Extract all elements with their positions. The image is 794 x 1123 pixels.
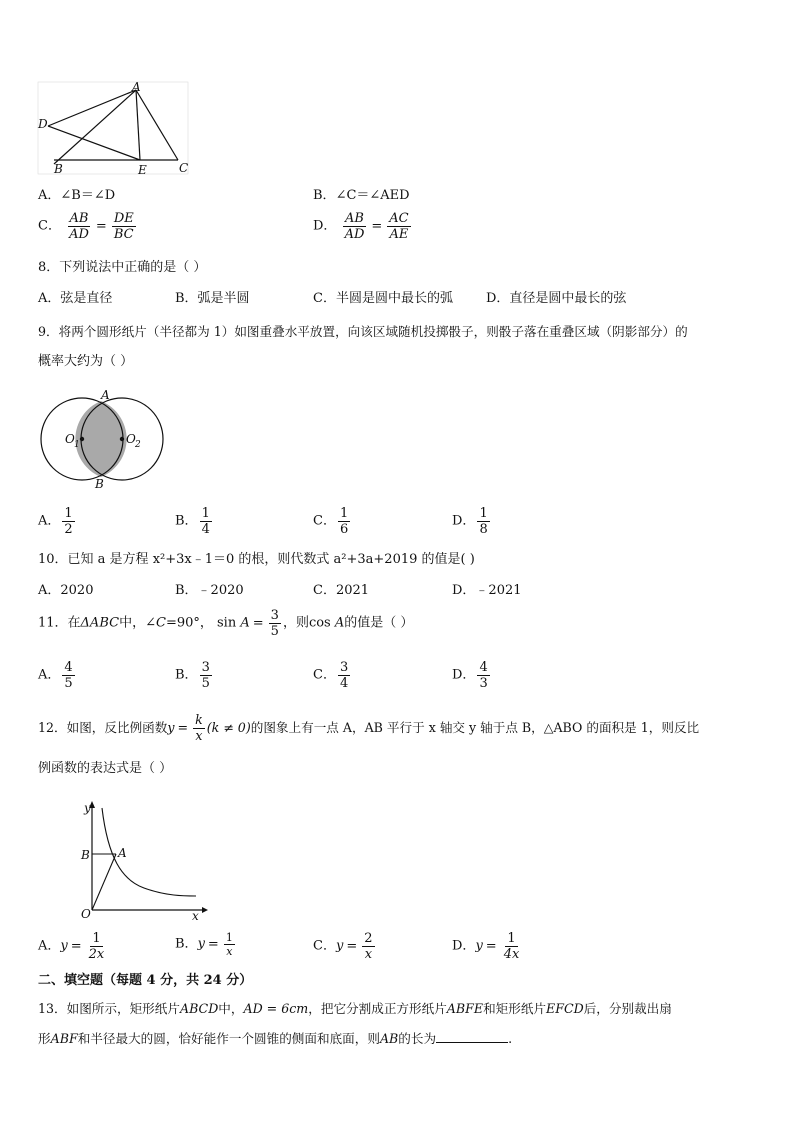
q10-option-a: A．2020 xyxy=(38,583,94,598)
point-label-d: D xyxy=(38,117,48,131)
point-label-b: B xyxy=(81,848,90,862)
fraction: $\frac{3}{5}$ xyxy=(270,608,279,639)
answer-blank[interactable] xyxy=(436,1030,508,1043)
fraction: $\frac{1}{4x}$ xyxy=(503,931,520,962)
q7-option-a: A．∠B＝∠D xyxy=(38,188,116,203)
q9-option-b: B． $\frac{1}{4}$ xyxy=(175,506,210,537)
point-label-e: E xyxy=(138,163,147,177)
q9-option-d: D． $\frac{1}{8}$ xyxy=(452,506,488,537)
q10-option-d: D．﹣2021 xyxy=(452,583,522,598)
fraction: $\frac{1}{8}$ xyxy=(479,506,488,537)
q11-option-d: D． $\frac{4}{3}$ xyxy=(452,660,488,691)
q11-option-a: A． $\frac{4}{5}$ xyxy=(38,660,73,691)
axis-label-x: x xyxy=(192,909,199,922)
fraction: $\frac{2}{x}$ xyxy=(364,931,373,962)
q9-option-c: C． $\frac{1}{6}$ xyxy=(313,506,349,537)
point-label-a: A xyxy=(101,388,110,402)
fraction: $\frac{3}{4}$ xyxy=(339,660,349,691)
q10-option-c: C．2021 xyxy=(313,583,370,598)
q13-stem-line1: 13．如图所示，矩形纸片ABCD中，AD = 6cm，把它分割成正方形纸片ABFE和矩形纸片EFCD后，分别裁出扇 xyxy=(38,1001,672,1016)
q12-option-d: D．y = $\frac{1}{4x}$ xyxy=(452,931,520,962)
q12-option-b: B．y = $\frac{1}{x}$ xyxy=(175,931,233,958)
point-label-a: A xyxy=(118,846,127,860)
q8-option-b: B．弧是半圆 xyxy=(175,291,250,306)
q10-option-b: B．﹣2020 xyxy=(175,583,244,598)
q13-stem-line2: 形ABF和半径最大的圆，恰好能作一个圆锥的侧面和底面，则AB的长为 . xyxy=(38,1031,513,1046)
fraction: $\frac{1}{2x}$ xyxy=(88,931,105,962)
q9-stem-line2: 概率大约为（ ） xyxy=(38,354,134,369)
fraction: $\frac{AB}{AD}$ xyxy=(344,211,365,242)
fraction: $\frac{1}{4}$ xyxy=(201,506,210,537)
q12-option-a: A．y = $\frac{1}{2x}$ xyxy=(38,931,105,962)
section-title: 二、填空题（每题 4 分，共 24 分） xyxy=(38,973,253,988)
overlapping-circles-figure xyxy=(38,388,170,492)
fraction: $\frac{1}{2}$ xyxy=(64,506,73,537)
q9-option-a: A． $\frac{1}{2}$ xyxy=(38,506,73,537)
point-label-b: B xyxy=(54,162,63,176)
q11-stem: 11．在ΔABC中，∠C=90°， sin A = $\frac{3}{5}$ ，则cos A的值是（ ） xyxy=(38,608,414,639)
q8-option-a: A．弦是直径 xyxy=(38,291,113,306)
q10-stem: 10．已知 a 是方程 x²+3x﹣1＝0 的根，则代数式 a²+3a+2019 的值是( ) xyxy=(38,552,475,567)
fraction: $\frac{AB}{AD}$ xyxy=(69,211,89,242)
fraction: $\frac{1}{6}$ xyxy=(339,506,349,537)
triangle-figure-q7 xyxy=(36,80,196,178)
origin-label: O xyxy=(81,907,91,921)
axis-label-y: y xyxy=(84,801,91,815)
q11-option-b: B． $\frac{3}{5}$ xyxy=(175,660,210,691)
fraction: $\frac{AC}{AE}$ xyxy=(389,211,409,242)
fraction: $\frac{4}{5}$ xyxy=(64,660,73,691)
q7-option-d: D． $\frac{AB}{AD}$ = $\frac{AC}{AE}$ xyxy=(313,211,409,242)
q8-stem: 8．下列说法中正确的是（ ） xyxy=(38,260,207,275)
q8-option-d: D．直径是圆中最长的弦 xyxy=(486,291,627,306)
fraction: $\frac{3}{5}$ xyxy=(201,660,210,691)
point-label-c: C xyxy=(179,161,189,175)
point-label-a: A xyxy=(132,80,141,94)
point-label-b: B xyxy=(95,477,104,491)
fraction: $\frac{4}{3}$ xyxy=(479,660,488,691)
fraction: $\frac{1}{x}$ xyxy=(225,931,233,958)
q11-option-c: C． $\frac{3}{4}$ xyxy=(313,660,349,691)
point-label-o1: O xyxy=(65,432,75,446)
point-label-o2-subscript: 2 xyxy=(135,440,141,450)
q12-stem-line2: 例函数的表达式是（ ） xyxy=(38,761,173,776)
fraction: $\frac{DE}{BC}$ xyxy=(113,211,134,242)
fraction: $\frac{k}{x}$ xyxy=(195,712,203,743)
q7-option-b: B．∠C＝∠AED xyxy=(313,188,410,203)
q7-option-c: C． $\frac{AB}{AD}$ = $\frac{DE}{BC}$ xyxy=(38,211,134,242)
q12-stem-line1: 12．如图，反比例函数y = $\frac{k}{x}$ (k ≠ 0)的图象上有一点 A，AB 平行于 x 轴交 y 轴于点 B，△ABO 的面积是 1，则反比 xyxy=(38,712,700,743)
inverse-function-graph xyxy=(64,798,214,922)
q9-stem-line1: 9．将两个圆形纸片（半径都为 1）如图重叠水平放置，向该区域随机投掷骰子，则骰子落在重叠区域（阴影部分）的 xyxy=(38,324,688,339)
point-label-o2: O xyxy=(126,432,136,446)
q8-option-c: C．半圆是圆中最长的弧 xyxy=(313,291,453,306)
q12-option-c: C．y = $\frac{2}{x}$ xyxy=(313,931,373,962)
point-label-o1-subscript: 1 xyxy=(74,440,80,450)
